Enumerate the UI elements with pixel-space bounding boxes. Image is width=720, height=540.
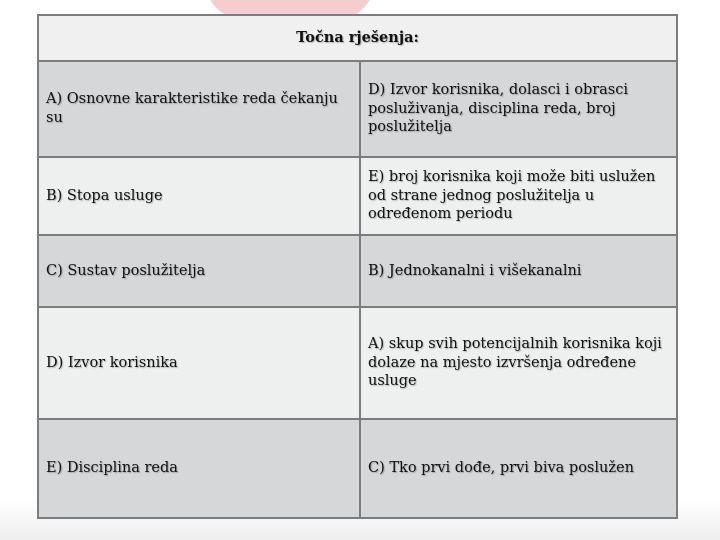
table-title: Točna rješenja: bbox=[38, 15, 677, 61]
term-cell: A) Osnovne karakteristike reda čekanju su bbox=[38, 61, 360, 157]
table-header-row bbox=[38, 15, 677, 61]
table-row bbox=[38, 61, 677, 157]
term-cell: D) Izvor korisnika bbox=[38, 307, 360, 419]
table-row bbox=[38, 419, 677, 518]
answer-cell: C) Tko prvi dođe, prvi biva poslužen bbox=[360, 419, 677, 518]
answer-cell: D) Izvor korisnika, dolasci i obrasci posluživanja, disciplina reda, broj poslužitelja bbox=[360, 61, 677, 157]
table-row bbox=[38, 235, 677, 307]
table-row bbox=[38, 307, 677, 419]
term-cell: C) Sustav poslužitelja bbox=[38, 235, 360, 307]
term-cell: E) Disciplina reda bbox=[38, 419, 360, 518]
answer-cell: E) broj korisnika koji može biti uslužen od strane jednog poslužitelja u određenom periodu bbox=[360, 157, 677, 235]
term-cell: B) Stopa usluge bbox=[38, 157, 360, 235]
table-row bbox=[38, 157, 677, 235]
answer-cell: B) Jednokanalni i višekanalni bbox=[360, 235, 677, 307]
answer-cell: A) skup svih potencijalnih korisnika koji dolaze na mjesto izvršenja određene usluge bbox=[360, 307, 677, 419]
solutions-table bbox=[37, 14, 678, 519]
